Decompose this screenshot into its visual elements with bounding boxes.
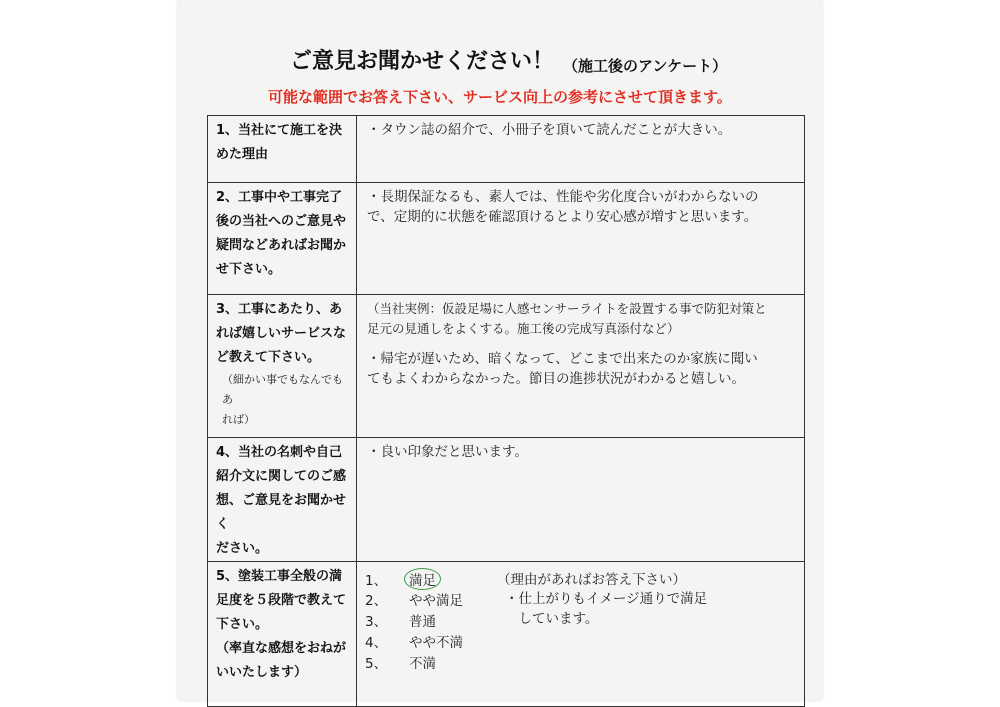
table-row xyxy=(208,116,805,183)
answer-cell xyxy=(357,183,805,295)
answer-cell xyxy=(357,562,805,707)
answer-cell xyxy=(357,438,805,562)
question-2: 2、工事中や工事完了 後の当社へのご意見や 疑問などあればお聞か せ下さい。 xyxy=(216,190,347,277)
answer-cell xyxy=(357,295,805,438)
table-row xyxy=(208,562,805,707)
reason-title: （理由があればお答え下さい） xyxy=(497,572,686,588)
example-text: （当社実例：仮設足場に人感センサーライトを設置する事で防犯対策と 足元の見通しをよくする。施工後の完成写真添付など） xyxy=(367,301,767,336)
answer-4: ・良い印象だと思います。 xyxy=(367,444,528,460)
survey-title: ご意見お聞かせください！ xyxy=(290,49,555,74)
question-3: 3、工事にあたり、あ れば嬉しいサービスな ど教えて下さい。 xyxy=(216,302,347,365)
answer-2: ・長期保証なるも、素人では、性能や劣化度合いがわからないの で、定期的に状態を確認頂けるとより安心感が増すと思います。 xyxy=(367,189,759,225)
answer-1: ・タウン誌の紹介で、小冊子を頂いて読んだことが大きい。 xyxy=(367,122,732,138)
survey-notice: 可能な範囲でお答え下さい、サービス向上の参考にさせて頂きます。 xyxy=(268,88,732,106)
table-row xyxy=(208,438,805,562)
reason-answer: ・仕上がりもイメージ通りで満足 しています。 xyxy=(505,591,708,627)
choice-4: 4、 やや不満 xyxy=(365,635,463,651)
question-3-note: （細かい事でもなんでもあ れば） xyxy=(222,373,343,426)
choice-3: 3、 普通 xyxy=(365,614,436,630)
question-cell xyxy=(208,183,357,295)
question-4: 4、当社の名刺や自己 紹介文に関してのご感 想、ご意見をお聞かせく ださい。 xyxy=(216,445,347,556)
question-cell xyxy=(208,438,357,562)
question-cell xyxy=(208,116,357,183)
survey-subtitle: （施工後のアンケート） xyxy=(563,57,728,75)
question-cell xyxy=(208,562,357,707)
table-row xyxy=(208,295,805,438)
question-5-note: （率直な感想をおねが いいたします） xyxy=(216,641,347,680)
question-5: 5、塗装工事全般の満 足度を５段階で教えて 下さい。 xyxy=(216,569,347,632)
selected-circle: 満足 xyxy=(404,568,441,590)
question-1: 1、当社にて施工を決 めた理由 xyxy=(216,123,343,162)
table-row xyxy=(208,183,805,295)
question-cell xyxy=(208,295,357,438)
choice-1: 1、 満足 xyxy=(365,568,441,590)
choice-5: 5、 不満 xyxy=(365,656,436,672)
answer-cell xyxy=(357,116,805,183)
survey-table xyxy=(207,115,805,707)
choice-2: 2、 やや満足 xyxy=(365,593,463,609)
answer-3: ・帰宅が遅いため、暗くなって、どこまで出来たのか家族に聞い てもよくわからなかった。節目の進捗状況がわかると嬉しい。 xyxy=(367,351,758,387)
